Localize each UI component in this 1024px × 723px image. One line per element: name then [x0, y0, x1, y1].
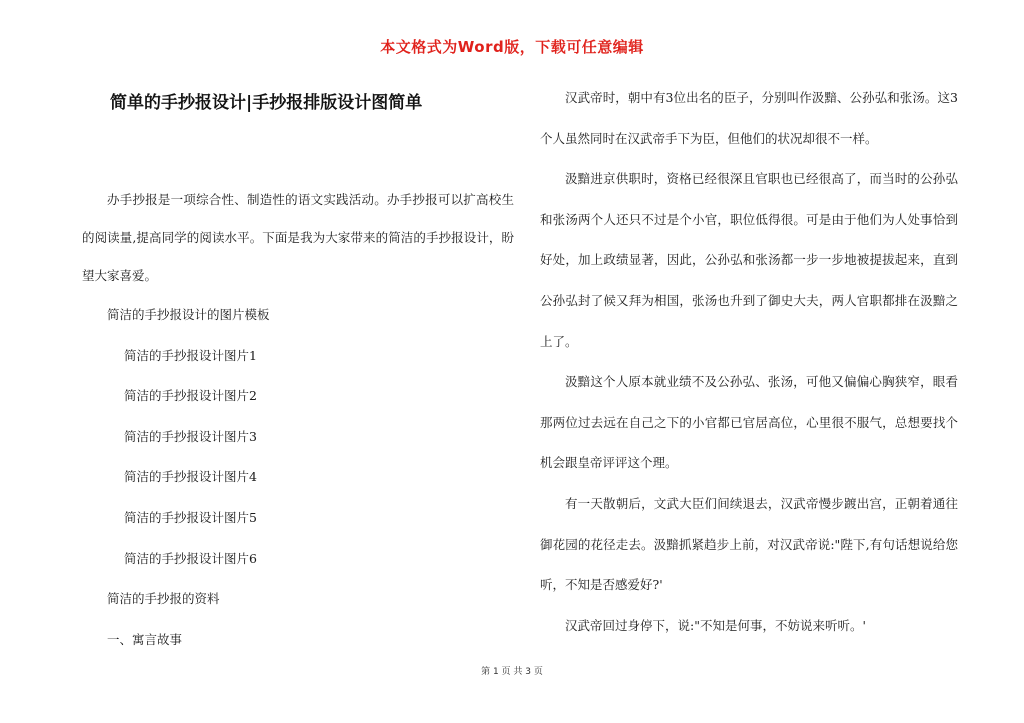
document-title: 简单的手抄报设计|手抄报排版设计图简单: [110, 93, 423, 113]
picture-caption: 简洁的手抄报设计图片5: [124, 509, 257, 525]
section-heading-materials: 简洁的手抄报的资料: [107, 591, 220, 607]
right-column: [540, 78, 958, 646]
intro-paragraph: 办手抄报是一项综合性、制造性的语文实践活动。办手抄报可以扩高校生的阅读量,提高同学的阅读水平。下面是我为大家带来的简洁的手抄报设计，盼望大家喜爱。: [82, 192, 514, 283]
picture-caption: 简洁的手抄报设计图片3: [124, 428, 257, 444]
picture-caption: 简洁的手抄报设计图片1: [124, 347, 257, 363]
story-paragraph: 汲黯进京供职时，资格已经很深且官职也已经很高了，而当时的公孙弘和张汤两个人还只不过是个小官，职位低得很。可是由于他们为人处事恰到好处，加上政绩显著，因此，公孙弘和张汤都一步一步地被提拔起来，直到公孙弘封了候又拜为相国，张汤也升到了御史大夫，两人官职都排在汲黯之上了。: [540, 171, 958, 349]
picture-caption: 简洁的手抄报设计图片6: [124, 550, 257, 566]
story-paragraph: 有一天散朝后，文武大臣们间续退去，汉武帝慢步踱出宫，正朝着通往御花园的花径走去。汲黯抓紧趋步上前，对汉武帝说:"陛下,有句话想说给您听，不知是否感爱好?': [540, 495, 958, 593]
section-heading-templates: 简洁的手抄报设计的图片模板: [107, 307, 270, 322]
story-paragraph: 汲黯这个人原本就业绩不及公孙弘、张汤，可他又偏偏心胸狭窄，眼看那两位过去远在自己之下的小官都已官居高位，心里很不服气，总想要找个机会跟皇帝评评这个理。: [540, 374, 958, 471]
picture-caption: 简洁的手抄报设计图片2: [124, 388, 257, 404]
story-paragraph: 汉武帝时，朝中有3位出名的臣子，分别叫作汲黯、公孙弘和张汤。这3个人虽然同时在汉武帝手下为臣，但他们的状况却很不一样。: [540, 90, 958, 146]
subsection-heading-fable: 一、寓言故事: [107, 631, 183, 647]
editable-word-banner: 本文格式为Word版，下载可任意编辑: [380, 38, 644, 56]
page-number-footer: 第 1 页 共 3 页: [481, 667, 543, 677]
picture-caption: 简洁的手抄报设计图片4: [124, 469, 257, 485]
story-paragraph: 汉武帝回过身停下，说:"不知是何事，不妨说来听听。': [565, 617, 866, 633]
left-column: [82, 90, 514, 660]
